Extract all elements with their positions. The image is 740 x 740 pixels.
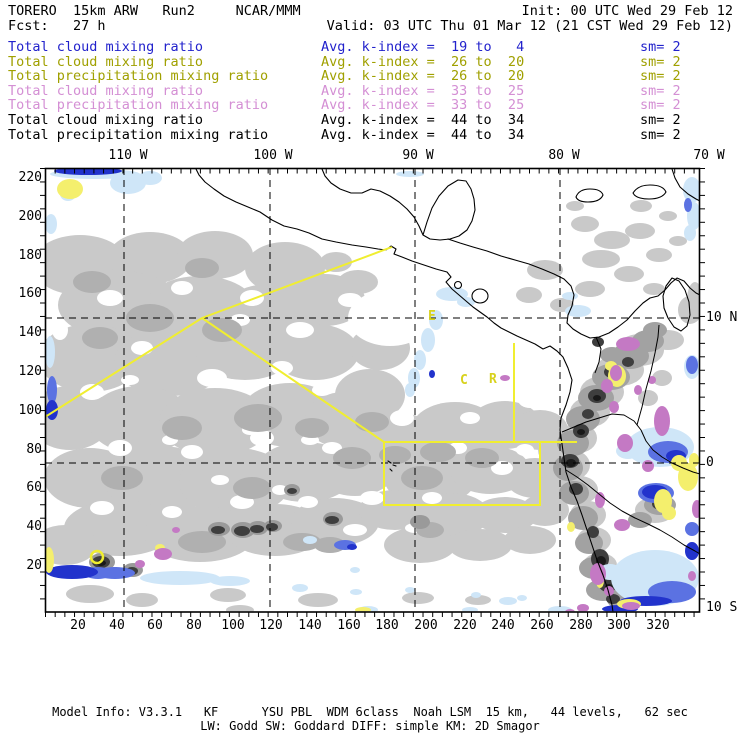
model-title: TORERO 15km ARW Run2 NCAR/MMM — [8, 3, 301, 19]
x-axis-label: 90 W — [402, 148, 434, 163]
island-hispaniola — [633, 185, 666, 199]
x-axis-label-bottom: 300 — [607, 618, 631, 633]
legend-label: Total cloud mixing ratio — [8, 82, 204, 99]
x-axis-label-bottom: 20 — [70, 618, 86, 633]
waypoint-letter-C: C — [460, 373, 468, 388]
forecast-hour: Fcst: 27 h — [8, 18, 106, 34]
legend-sm: sm= 2 — [640, 39, 681, 55]
legend-sm: sm= 2 — [640, 82, 681, 99]
legend-label: Total cloud mixing ratio — [8, 53, 204, 70]
x-axis-label-bottom: 200 — [414, 618, 438, 633]
legend-label: Total precipitation mixing ratio — [8, 68, 269, 85]
x-axis-label: 80 W — [548, 148, 580, 163]
x-axis-label-bottom: 280 — [569, 618, 593, 633]
legend-sm: sm= 2 — [640, 112, 681, 128]
legend-kindex: Avg. k-index = 26 to 20 — [321, 68, 525, 85]
legend-kindex: Avg. k-index = 33 to 25 — [321, 82, 525, 99]
coast-gulf-yucatan — [322, 169, 475, 240]
y-axis-label: 140 — [18, 325, 42, 340]
x-axis-label: 110 W — [108, 148, 148, 163]
x-axis-label: 70 W — [693, 148, 725, 163]
island-jamaica — [576, 189, 603, 202]
legend-sm: sm= 2 — [640, 53, 681, 70]
x-axis-label-bottom: 80 — [186, 618, 202, 633]
model-info-line2: LW: Godd SW: Goddard DIFF: simple KM: 2D Smagor — [200, 719, 540, 733]
x-axis-label: 100 W — [253, 148, 293, 163]
y-axis-label: 20 — [26, 558, 42, 573]
y-axis-label: 100 — [18, 403, 42, 418]
legend-label: Total cloud mixing ratio — [8, 39, 204, 55]
y-axis-label: 160 — [18, 286, 42, 301]
y-axis-label: 60 — [26, 480, 42, 495]
waypoint-letter-R: R — [489, 372, 497, 387]
x-axis-label-bottom: 180 — [375, 618, 399, 633]
x-axis-label-bottom: 320 — [646, 618, 670, 633]
x-axis-label-bottom: 240 — [491, 618, 515, 633]
legend-label: Total cloud mixing ratio — [8, 112, 204, 128]
init-time: Init: 00 UTC Wed 29 Feb 12 — [521, 3, 733, 19]
y-axis-label: 220 — [18, 170, 42, 185]
legend-kindex: Avg. k-index = 33 to 25 — [321, 97, 525, 114]
legend-kindex: Avg. k-index = 26 to 20 — [321, 53, 525, 70]
x-axis-label-bottom: 40 — [109, 618, 125, 633]
x-axis-label-bottom: 260 — [530, 618, 554, 633]
y-axis-label: 40 — [26, 519, 42, 534]
model-info-line1: Model Info: V3.3.1 KF YSU PBL WDM 6class Noah LSM 15 km, 44 levels, 62 sec — [52, 705, 688, 719]
y-axis-label: 180 — [18, 248, 42, 263]
x-axis-label-bottom: 220 — [453, 618, 477, 633]
y-axis-label: 80 — [26, 442, 42, 457]
y-axis-label-lat: 10 S — [706, 600, 738, 615]
x-axis-label-bottom: 60 — [147, 618, 163, 633]
legend-sm: sm= 2 — [640, 97, 681, 114]
legend-kindex: Avg. k-index = 19 to 4 — [321, 39, 525, 55]
x-axis-label-bottom: 140 — [298, 618, 322, 633]
legend-kindex: Avg. k-index = 44 to 34 — [321, 112, 525, 128]
y-axis-label-lat: 10 N — [706, 310, 738, 325]
y-axis-label: 120 — [18, 364, 42, 379]
legend-sm: sm= 2 — [640, 68, 681, 85]
valid-time: Valid: 03 UTC Thu 01 Mar 12 (21 CST Wed 29 Feb 12) — [326, 18, 733, 34]
legend-kindex: Avg. k-index = 44 to 34 — [321, 126, 525, 143]
legend-label: Total precipitation mixing ratio — [8, 126, 269, 143]
legend-sm: sm= 2 — [640, 126, 681, 143]
x-axis-label-bottom: 160 — [337, 618, 361, 633]
x-axis-label-bottom: 100 — [221, 618, 245, 633]
waypoint-letter-E: E — [428, 309, 436, 324]
y-axis-label: 200 — [18, 209, 42, 224]
lake-managua — [455, 282, 462, 289]
lake-nicaragua — [472, 289, 488, 303]
x-axis-label-bottom: 120 — [259, 618, 283, 633]
y-axis-label-lat: 0 — [706, 455, 714, 470]
legend-label: Total precipitation mixing ratio — [8, 97, 269, 114]
